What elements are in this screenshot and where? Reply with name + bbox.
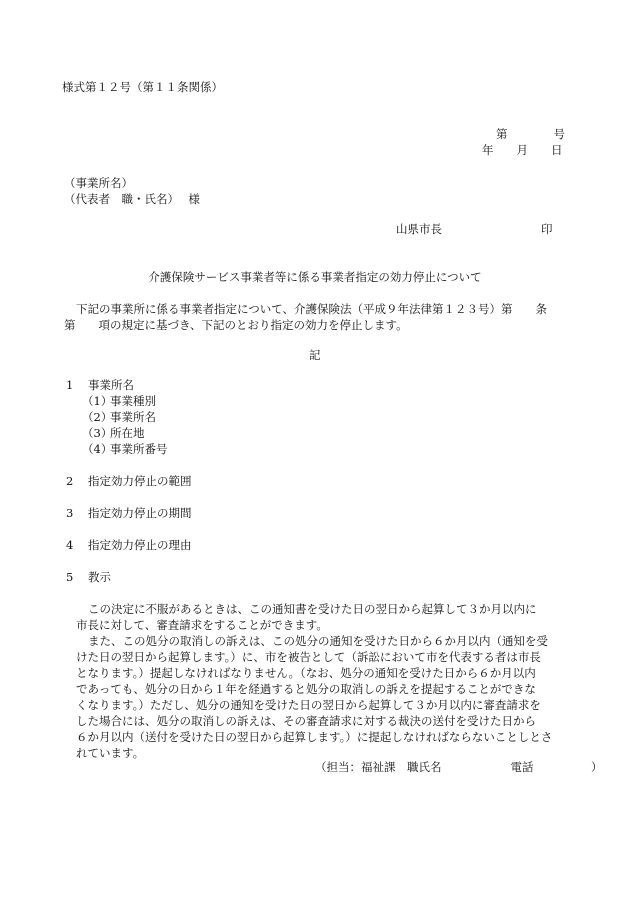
issuer-mayor: 山県市長 <box>396 222 442 236</box>
sub-item-2-label: 事業所名 <box>110 410 156 424</box>
notice-p2-line: また、この処分の取消しの訴えは、この処分の通知を受けた日から６か月以内（通知を受 <box>88 634 548 648</box>
date-line: 年 月 日 <box>482 143 563 157</box>
item-4-label: 指定効力停止の理由 <box>88 538 192 552</box>
item-2-number: 2 <box>66 474 74 488</box>
document-title: 介護保険サービス事業者等に係る事業者指定の効力停止について <box>148 270 482 284</box>
sub-item-1-number: （1） <box>82 394 113 408</box>
item-5-number: 5 <box>66 570 74 584</box>
addressee-office-name: （事業所名） <box>64 176 133 190</box>
sub-item-1-label: 事業種別 <box>110 394 156 408</box>
sub-item-3-label: 所在地 <box>110 426 145 440</box>
notice-p2-line: くなります。）ただし、処分の通知を受けた日の翌日から起算して３か月以内に審査請求を <box>76 698 541 712</box>
seal-mark: 印 <box>541 222 553 236</box>
sub-item-4-label: 事業所番号 <box>110 442 168 456</box>
ki-heading: 記 <box>309 348 321 362</box>
item-3-number: 3 <box>66 506 74 520</box>
sub-item-4-number: （4） <box>82 442 113 456</box>
item-2-label: 指定効力停止の範囲 <box>88 474 192 488</box>
notice-p2-line: した場合には、処分の取消しの訴えは、その審査請求に対する裁決の送付を受けた日から <box>76 714 536 728</box>
notice-p2-line: ６か月以内（送付を受けた日の翌日から起算します。）に提起しなければならないことしとさ <box>76 730 553 744</box>
form-number-label: 様式第１２号（第１１条関係） <box>62 80 223 94</box>
sub-item-3-number: （3） <box>82 426 113 440</box>
item-1-label: 事業所名 <box>88 378 134 392</box>
intro-line-2: 第 項の規定に基づき、下記のとおり指定の効力を停止します。 <box>64 318 408 332</box>
notice-p2-line: となります。）提起しなければなりません。（なお、処分の通知を受けた日から６か月以内 <box>76 666 536 680</box>
notice-p2-line: けた日の翌日から起算します。）に、市を被告として（訴訟において市を代表する者は市長 <box>76 650 541 664</box>
intro-line-1: 下記の事業所に係る事業者指定について、介護保険法（平成９年法律第１２３号）第 条 <box>76 302 548 316</box>
item-1-number: 1 <box>66 378 74 392</box>
item-5-label: 教示 <box>88 570 111 584</box>
document-number-line: 第 号 <box>496 127 565 141</box>
notice-p1-line: この決定に不服があるときは、この通知書を受けた日の翌日から起算して３か月以内に <box>88 602 537 616</box>
addressee-representative: （代表者 職・氏名） 様 <box>64 192 200 206</box>
contact-line: （担当：福祉課 職氏名 電話 ） <box>315 760 603 774</box>
notice-p1-line: 市長に対して、審査請求をすることができます。 <box>76 618 328 632</box>
notice-p2-line: れています。 <box>76 746 145 760</box>
item-4-number: 4 <box>66 538 74 552</box>
sub-item-2-number: （2） <box>82 410 113 424</box>
item-3-label: 指定効力停止の期間 <box>88 506 192 520</box>
notice-p2-line: であっても、処分の日から１年を経過すると処分の取消しの訴えを提起することができな <box>76 682 536 696</box>
